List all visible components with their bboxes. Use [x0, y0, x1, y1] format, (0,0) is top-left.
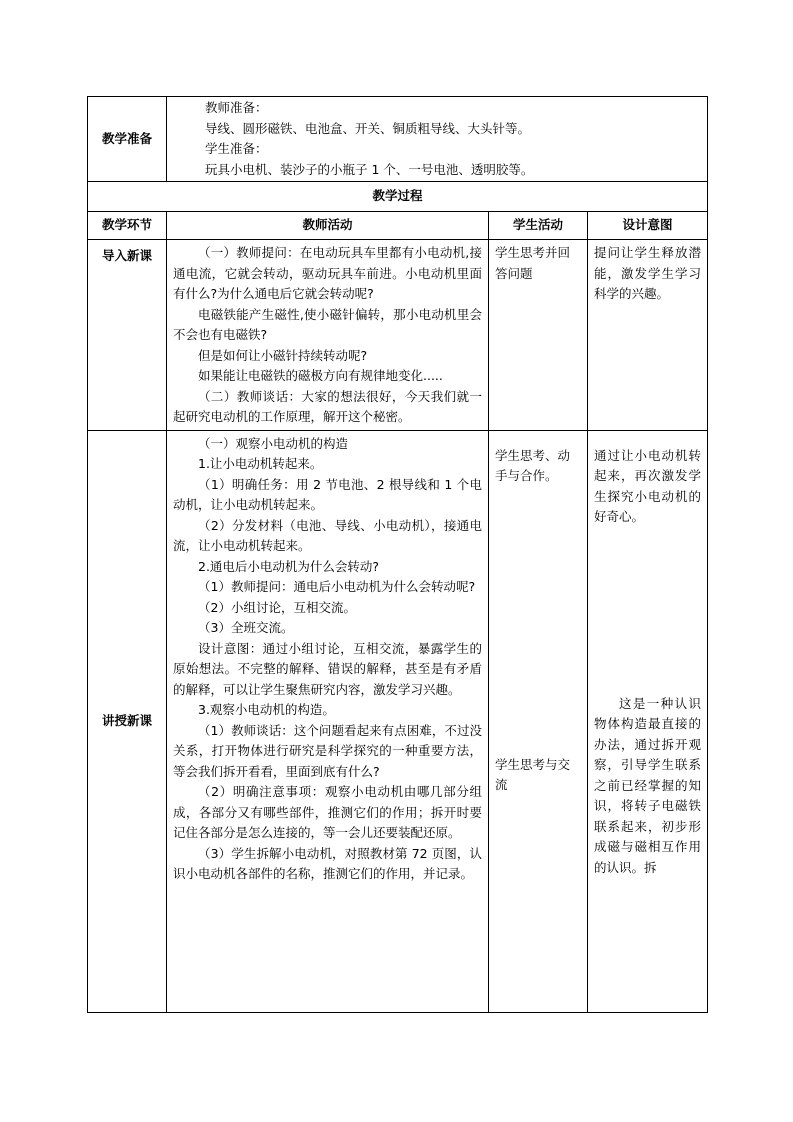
intro-teacher-p2: 电磁铁能产生磁性,使小磁针偏转，那小电动机里会不会也有电磁铁? [173, 306, 482, 342]
header-teacher: 教师活动 [167, 212, 489, 240]
process-title-row [88, 182, 708, 212]
teach-student [489, 430, 588, 1012]
teach-teacher [167, 430, 489, 1012]
teach-p8: （3）全班交流。 [198, 620, 294, 635]
teach-stage: 讲授新课 [88, 430, 167, 1012]
header-row [88, 212, 708, 240]
prep-student-title: 学生准备： [205, 141, 268, 156]
intro-teacher-p4: 如果能让电磁铁的磁极方向有规律地变化..... [198, 368, 443, 383]
teach-p10: 3.观察小电动机的构造。 [198, 702, 335, 717]
teach-p1: （一）观察小电动机的构造 [198, 435, 349, 451]
teach-intent [588, 430, 708, 1012]
teach-p3: （1）明确任务：用 2 节电池、2 根导线和 1 个电动机，让小电动机转起来。 [173, 476, 482, 512]
intro-teacher-p1: （一）教师提问：在电动玩具车里都有小电动机,接通电流，它就会转动，驱动玩具车前进。小电动机里面有什么?为什么通电后它就会转动呢? [173, 245, 482, 301]
teach-p4: （2）分发材料（电池、导线、小电动机），接通电流，让小电动机转起来。 [173, 517, 482, 553]
prep-label: 教学准备 [88, 97, 167, 182]
prep-teacher-items: 导线、圆形磁铁、电池盒、开关、铜质粗导线、大头针等。 [205, 120, 531, 136]
teach-p2: 1.让小电动机转起来。 [198, 456, 323, 471]
teach-p9: 设计意图：通过小组讨论，互相交流，暴露学生的原始想法。不完整的解释、错误的解释，甚至是有矛盾的解释，可以让学生聚焦研究内容，激发学习兴趣。 [173, 640, 482, 697]
teach-row [88, 430, 708, 1012]
prep-teacher-title: 教师准备： [205, 100, 268, 115]
intro-row [88, 240, 708, 431]
teach-p5: 2.通电后小电动机为什么会转动? [198, 558, 380, 574]
intro-teacher [167, 240, 489, 431]
lesson-plan-table [87, 96, 708, 1013]
prep-content [167, 97, 708, 182]
intro-stage: 导入新课 [88, 240, 167, 431]
teach-p6: （1）教师提问：通电后小电动机为什么会转动呢? [198, 579, 476, 594]
teach-p7: （2）小组讨论，互相交流。 [198, 599, 356, 615]
process-title: 教学过程 [88, 182, 708, 212]
header-stage: 教学环节 [88, 212, 167, 240]
teach-intent-1: 通过让小电动机转起来，再次激发学生探究小电动机的好奇心。 [594, 447, 701, 524]
intro-teacher-p5: （二）教师谈话：大家的想法很好，今天我们就一起研究电动机的工作原理，解开这个秘密。 [173, 388, 482, 424]
prep-row [88, 97, 708, 182]
intro-teacher-p3: 但是如何让小磁针持续转动呢? [198, 347, 368, 363]
intro-student: 学生思考并回答问题 [489, 240, 588, 431]
prep-student-items: 玩具小电机、装沙子的小瓶子 1 个、一号电池、透明胶等。 [205, 161, 534, 177]
intro-intent: 提问让学生释放潜能，激发学生学习科学的兴趣。 [588, 240, 708, 431]
teach-p11: （1）教师谈话：这个问题看起来有点困难，不过没关系，打开物体进行研究是科学探究的一种重要方法，等会我们拆开看看，里面到底有什么? [173, 722, 482, 779]
teach-p13: （3）学生拆解小电动机，对照教材第 72 页图，认识小电动机各部件的名称，推测它们的作用，并记录。 [173, 845, 482, 881]
teach-student-2: 学生思考与交流 [495, 756, 571, 792]
teach-p12: （2）明确注意事项：观察小电动机由哪几部分组成，各部分又有哪些部件，推测它们的作用；拆开时要记住各部分是怎么连接的，等一会儿还要装配还原。 [173, 784, 482, 840]
teach-student-1: 学生思考、动手与合作。 [495, 447, 571, 483]
header-student: 学生活动 [489, 212, 588, 240]
teach-intent-2: 这是一种认识物体构造最直接的办法，通过拆开观察，引导学生联系之前已经掌握的知识，将转子电磁铁联系起来，初步形成磁与磁相互作用的认识。拆 [594, 695, 701, 875]
header-intent: 设计意图 [588, 212, 708, 240]
